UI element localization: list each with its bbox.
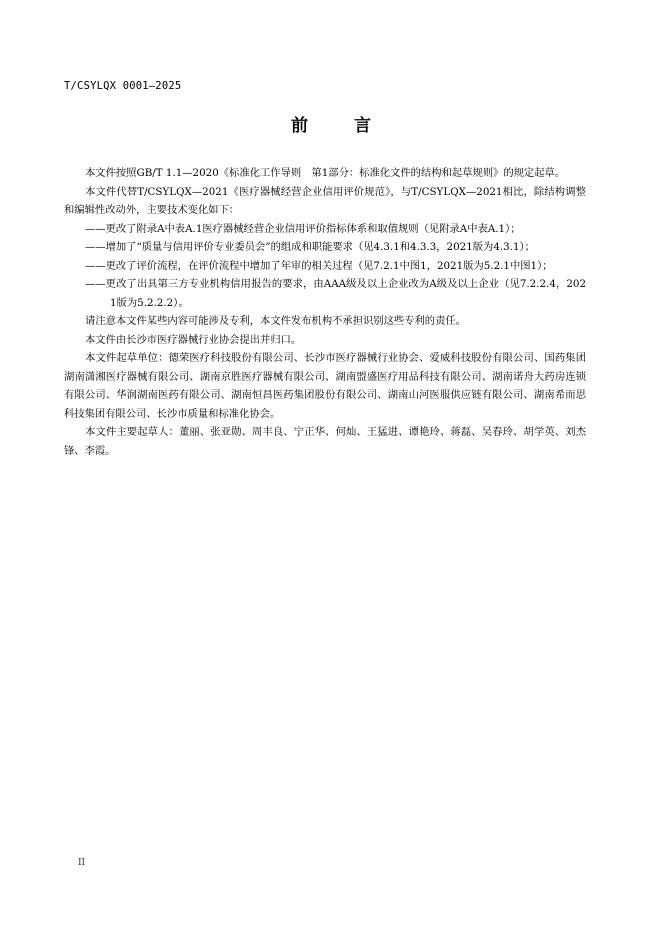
paragraph-drafting-units: 本文件起草单位：德荣医疗科技股份有限公司、长沙市医疗器械行业协会、爱威科技股份有限公司、国药集团湖南潇湘医疗器械有限公司、湖南京胜医疗器械有限公司、湖南盟盛医疗用品科技有限公司、湖南诺舟大药房连锁有限公司、华润湖南医药有限公司、湖南恒昌医药集团股份有限公司、湖南山河医服供应链有限公司、湖南希而思科技集团有限公司、长沙市质量和标准化协会。 [64, 352, 586, 420]
page-number: II [78, 858, 86, 868]
change-item: ——增加了“质量与信用评价专业委员会”的组成和职能要求（见4.3.1和4.3.3，2021版为4.3.1）； [85, 241, 535, 253]
change-item: ——更改了出具第三方专业机构信用报告的要求，由AAA级及以上企业改为A级及以上企业（见7.2.2.4，2021版为5.2.2.2）。 [85, 278, 586, 309]
paragraph-proposer: 本文件由长沙市医疗器械行业协会提出并归口。 [85, 333, 302, 346]
paragraph-drafters: 本文件主要起草人：董丽、张亚勋、周丰良、宁正华、何灿、王猛进、谭艳玲、蒋磊、吴春玲、胡学英、刘杰锋、李霞。 [64, 426, 586, 457]
paragraph-drafting-rules: 本文件按照GB/T 1.1—2020《标准化工作导则 第1部分：标准化文件的结构和起草规则》的规定起草。 [85, 167, 566, 179]
change-item: ——更改了评价流程，在评价流程中增加了年审的相关过程（见7.2.1中图1，2021版为5.2.1中图1）； [85, 259, 553, 272]
paragraph-replacement: 本文件代替T/CSYLQX—2021《医疗器械经营企业信用评价规范》，与T/CSYLQX—2021相比，除结构调整和编辑性改动外，主要技术变化如下： [64, 185, 586, 216]
page-title: 前 言 [291, 116, 391, 136]
foreword-body [64, 164, 586, 460]
document-id: T/CSYLQX 0001—2025 [64, 80, 182, 92]
change-item: ——更改了附录A中表A.1医疗器械经营企业信用评价指标体系和取值规则（见附录A中表A.1）； [85, 222, 521, 235]
paragraph-patent-notice: 请注意本文件某些内容可能涉及专利，本文件发布机构不承担识别这些专利的责任。 [85, 315, 466, 327]
